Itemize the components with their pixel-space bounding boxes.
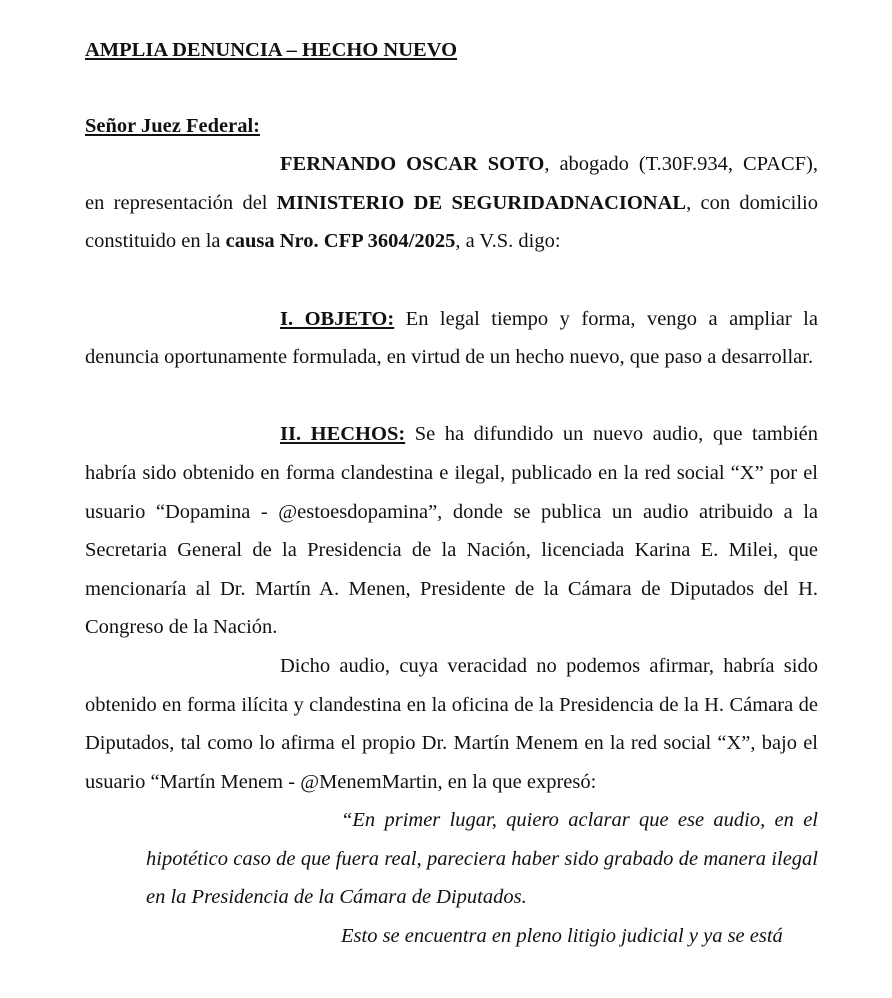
intro-text-1: , abogado (T.30F.934, CPACF), en representación del: [85, 153, 818, 214]
section-hechos: [85, 415, 818, 647]
addressee: Señor Juez Federal:: [85, 114, 260, 137]
lawyer-name: FERNANDO OSCAR SOTO: [280, 153, 545, 176]
document-body: [85, 31, 818, 956]
section-hechos-heading: II. HECHOS:: [280, 423, 406, 446]
ministry-name: MINISTERIO DE SEGURIDADNACIONAL: [276, 191, 687, 214]
section-objeto-heading: I. OBJETO:: [280, 307, 395, 330]
hechos-paragraph-2: Dicho audio, cuya veracidad no podemos afirmar, habría sido obtenido en forma ilícita y clandestina en la oficina de la Presidencia de la H. Cámara de Diputados, tal como lo afirma el propio Dr. Martín Menem en la red social “X”, bajo el usuario “Martín Menem - @MenemMartin, en la que expresó:: [85, 654, 818, 793]
intro-paragraph: [85, 145, 818, 261]
section-objeto: [85, 300, 818, 377]
intro-text-2: , con domicilio constituido en la: [85, 191, 818, 253]
quote-paragraph-1: “En primer lugar, quiero aclarar que ese audio, en el hipotético caso de que fuera real, pareciera haber sido grabado de manera ilegal en la Presidencia de la Cámara de Diputados.: [146, 809, 818, 909]
intro-text-3: , a V.S. digo:: [455, 230, 561, 253]
quote-paragraph-2: Esto se encuentra en pleno litigio judicial y ya se está: [341, 925, 783, 948]
section-objeto-text: En legal tiempo y forma, vengo a ampliar la denuncia oportunamente formulada, en virtud de un hecho nuevo, que paso a desarrollar.: [85, 307, 818, 369]
case-number: causa Nro. CFP 3604/2025: [225, 230, 456, 253]
document-title: AMPLIA DENUNCIA – HECHO NUEVO: [85, 39, 458, 61]
section-hechos-text: Se ha difundido un nuevo audio, que también habría sido obtenido en forma clandestina e ilegal, publicado en la red social “X” por el usuario “Dopamina - @estoesdopamina”, donde se publica un audio atribuido a la Secretaria General de la Presidencia de la Nación, licenciada Karina E. Milei, que mencionaría al Dr. Martín A. Menen, Presidente de la Cámara de Diputados del H. Congreso de la Nación.: [85, 423, 819, 639]
